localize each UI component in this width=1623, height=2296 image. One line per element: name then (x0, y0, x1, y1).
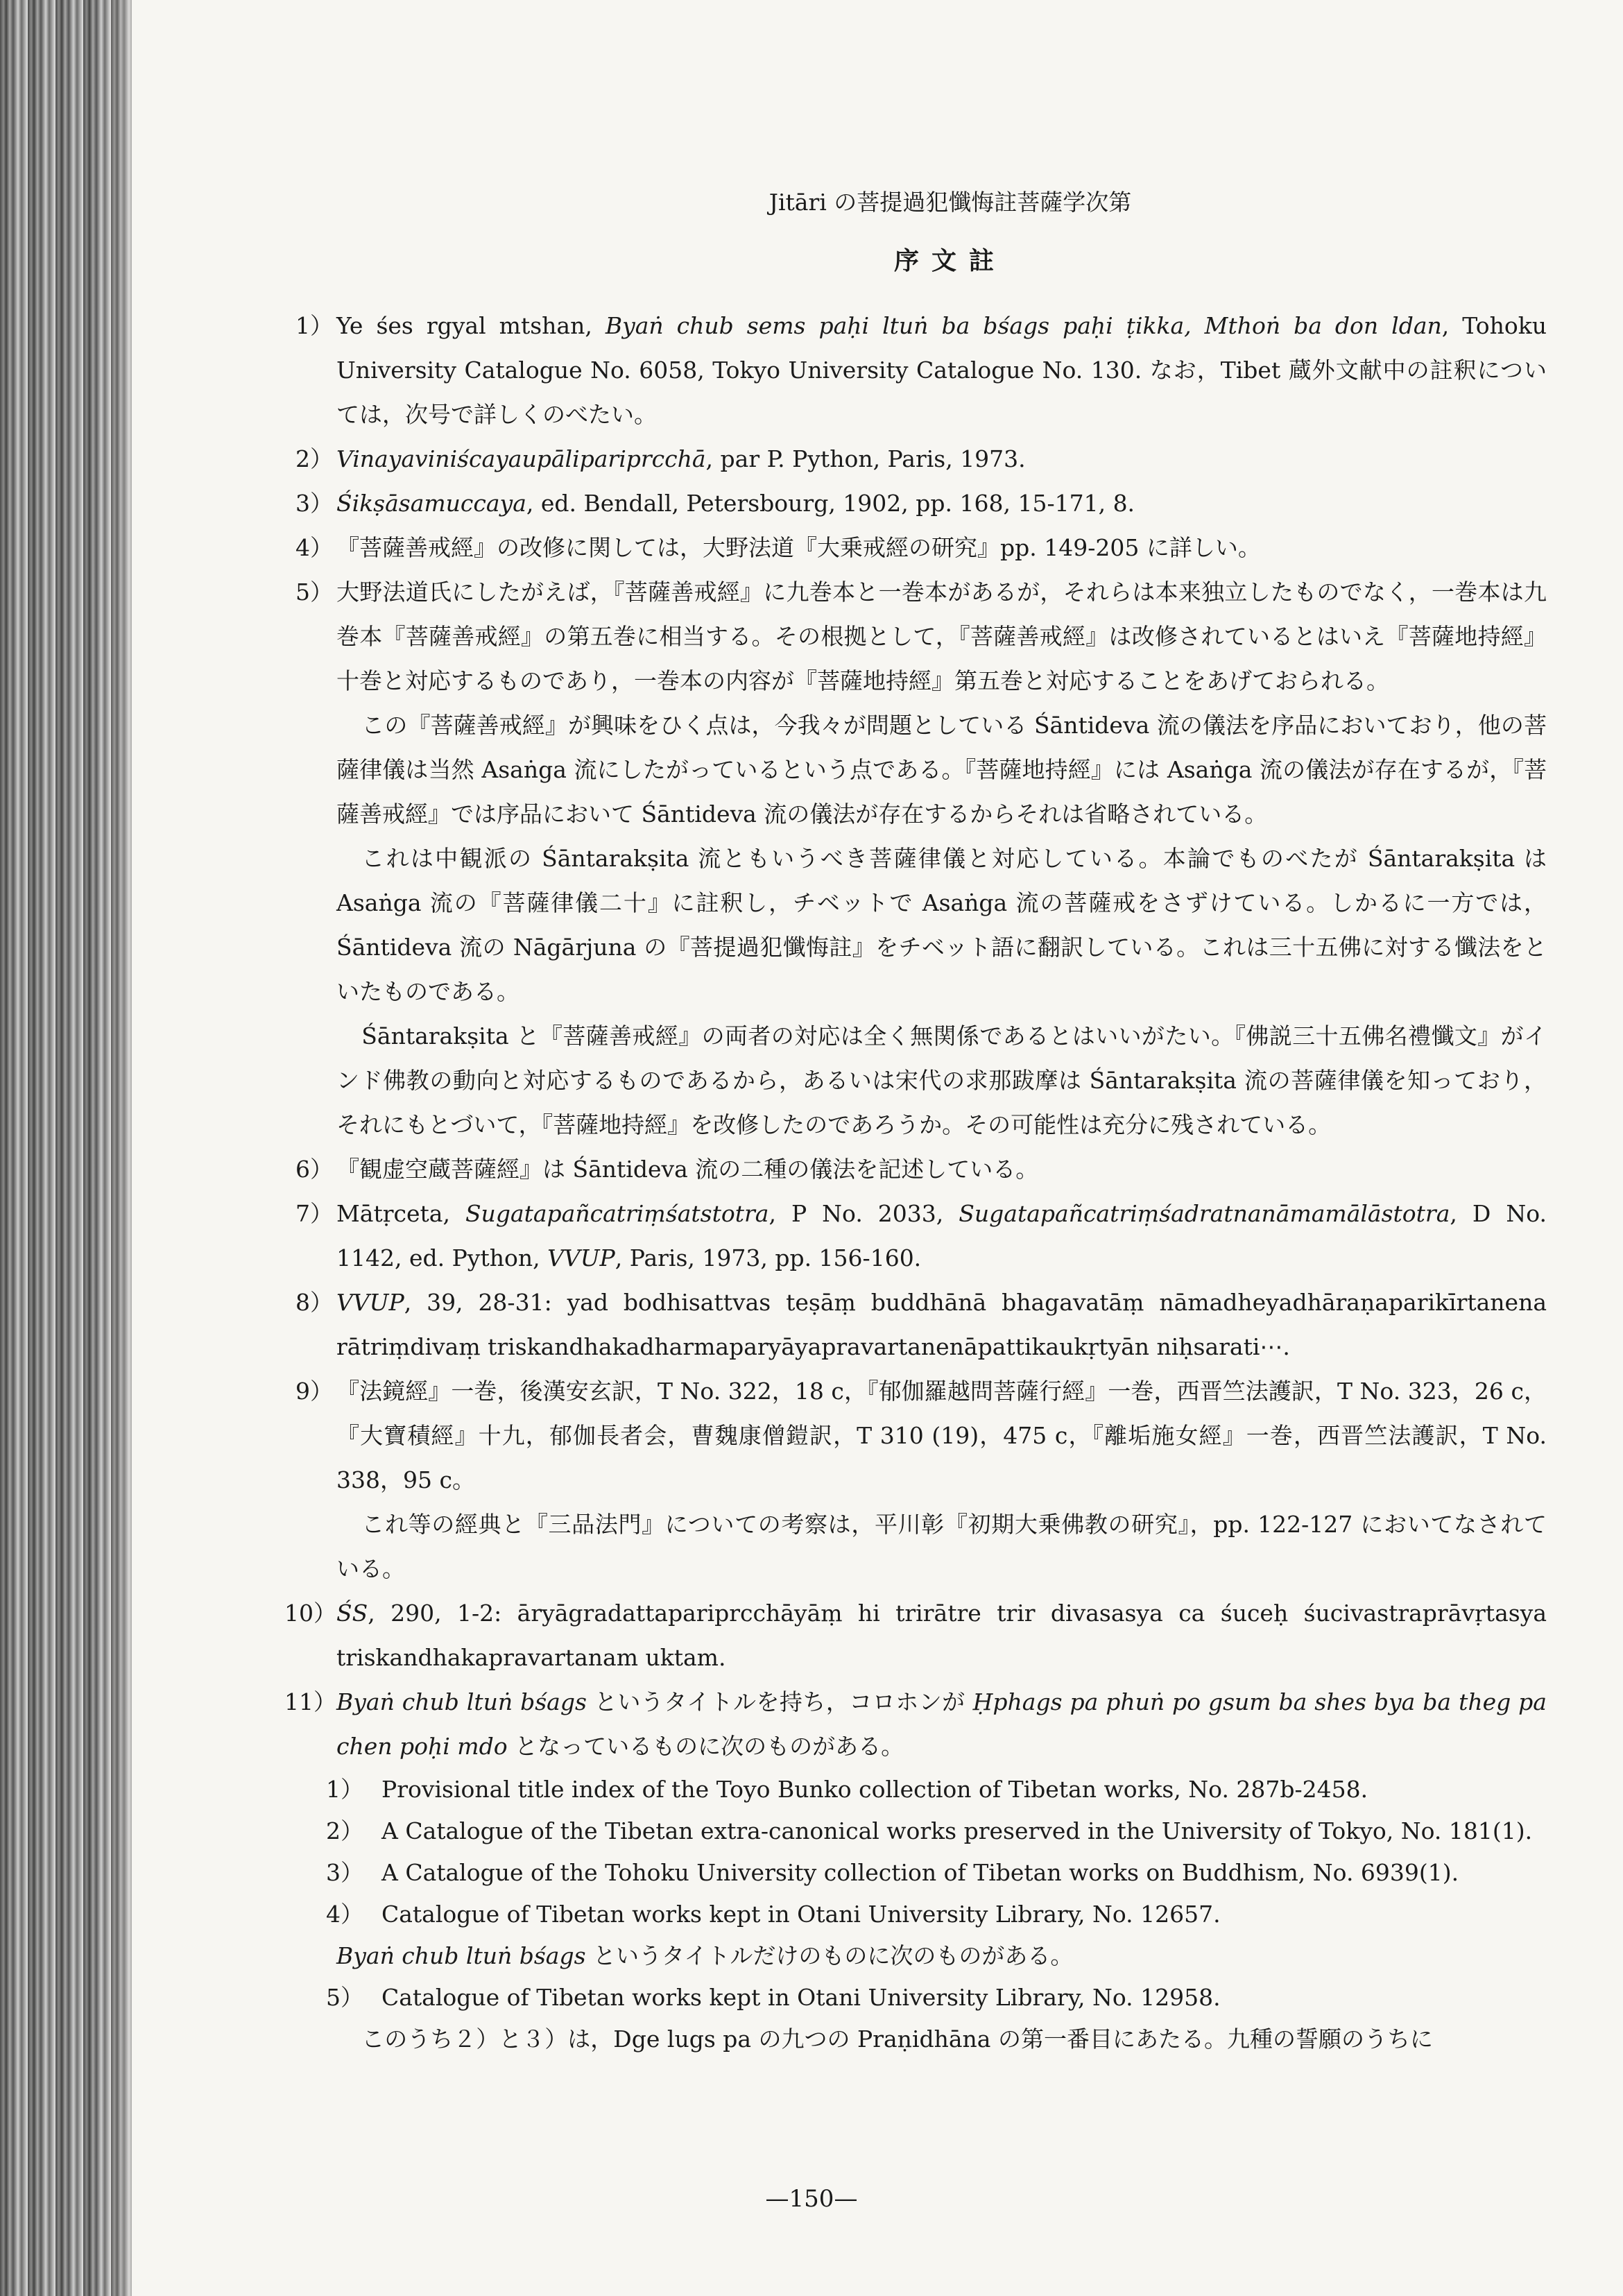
catalogue-item (284, 1852, 1547, 1894)
item-number: 1） (326, 1776, 363, 1803)
item-number: 3） (326, 1859, 363, 1886)
note-paragraph: この『菩薩善戒經』が興味をひく点は，今我々が問題としている Śāntideva 流の儀法を序品においており，他の菩薩律儀は当然 Asaṅga 流にしたがっているという点である。『菩薩地持經』には Asaṅga 流の儀法が存在するが，『菩薩善戒經』では序品において Śāntideva 流の儀法が存在するからそれは省略されている。 (336, 712, 1547, 828)
note-title-italic: Byaṅ chub sems paḥi ltuṅ ba bśags paḥi ṭikka, Mthoṅ ba don ldan (605, 312, 1442, 339)
note-11-continuation (284, 2019, 1547, 2060)
note-title-italic: Sugatapañcatriṃśatstotra (465, 1200, 769, 1227)
note-paragraph: このうち２）と３）は，Dge lugs pa の九つの Praṇidhāna の第一番目にあたる。九種の誓願のうちに (361, 2025, 1433, 2053)
note-number: 5） (295, 579, 333, 606)
section-title: 序文註 (893, 246, 1006, 275)
note-number: 6） (295, 1156, 333, 1183)
note-1 (284, 304, 1547, 437)
note-text: , D No. 1142, ed. Python, (336, 1200, 1547, 1271)
note-abbrev-italic: VVUP (547, 1244, 615, 1271)
note-5 (284, 570, 1547, 1147)
item-text: Catalogue of Tibetan works kept in Otani University Library, No. 12958. (381, 1984, 1221, 2011)
note-abbrev-italic: VVUP (336, 1289, 404, 1316)
page-number: —150— (765, 2185, 858, 2213)
note-8 (284, 1280, 1547, 1369)
item-text: A Catalogue of the Tibetan extra-canonical works preserved in the University of Tokyo, No. 181(1). (381, 1817, 1533, 1844)
note-text: , 290, 1-2: āryāgradattapariprcchāyāṃ hi trirātre trir divasasya ca śuceḥ śucivastraprāvṛtasya triskandhakapravartanam uktam. (336, 1600, 1547, 1671)
note-title-italic: Byaṅ chub ltuṅ bśags (336, 1942, 586, 1969)
note-9 (284, 1369, 1547, 1591)
note-paragraph: これは中観派の Śāntarakṣita 流ともいうべき菩薩律儀と対応している。本論でものべたが Śāntarakṣita は Asaṅga 流の『菩薩律儀二十』に註釈し，チベットで Asaṅga 流の菩薩戒をさずけている。しかるに一方では，Śāntideva 流の Nāgārjuna の『菩提過犯懺悔註』をチベット語に翻訳している。これは三十五佛に対する懺法をといたものである。 (336, 845, 1547, 1005)
note-11-continuation (284, 1935, 1547, 1977)
catalogue-item (284, 1810, 1547, 1852)
note-text: , Tohoku University Catalogue No. 6058, Tokyo University Catalogue No. 130. なお，Tibet 蔵外文献中の註釈については，次号で詳しくのべたい。 (336, 312, 1547, 428)
note-title-italic: Byaṅ chub ltuṅ bśags (336, 1688, 587, 1715)
binding-shadow (104, 0, 180, 2296)
note-number: 8） (295, 1289, 333, 1316)
note-paragraph: 大野法道氏にしたがえば，『菩薩善戒經』に九巻本と一巻本があるが，それらは本来独立したものでなく，一巻本は九巻本『菩薩善戒經』の第五巻に相当する。その根拠として，『菩薩善戒經』は改修されているとはいえ『菩薩地持經』十巻と対応するものであり，一巻本の内容が『菩薩地持經』第五巻と対応することをあげておられる。 (336, 579, 1547, 694)
note-number: 10） (284, 1600, 336, 1627)
note-11 (284, 1680, 1547, 1769)
note-number: 1） (295, 312, 333, 339)
note-number: 7） (295, 1200, 333, 1227)
note-text: となっているものに次のものがある。 (507, 1733, 904, 1760)
note-text: というタイトルだけのものに次のものがある。 (585, 1942, 1074, 1969)
catalogue-item (284, 1894, 1547, 1935)
note-6 (284, 1147, 1547, 1192)
note-text: , par P. Python, Paris, 1973. (705, 445, 1026, 472)
note-4 (284, 526, 1547, 570)
note-text: Ye śes rgyal mtshan, (336, 312, 606, 339)
note-text: , Paris, 1973, pp. 156-160. (615, 1244, 922, 1271)
running-head: Jitāri の菩提過犯懺悔註菩薩学次第 (768, 189, 1132, 216)
note-paragraph: Śāntarakṣita と『菩薩善戒經』の両者の対応は全く無関係であるとはいいがたい。『佛説三十五佛名禮懺文』がインド佛教の動向と対応するものであるから，あるいは宋代の求那跋摩は Śāntarakṣita 流の菩薩律儀を知っており，それにもとづいて，『菩薩地持經』を改修したのであろうか。その可能性は充分に残されている。 (336, 1022, 1547, 1138)
note-text: というタイトルを持ち，コロホンが (586, 1688, 973, 1715)
note-title-italic: Sugatapañcatriṃśadratnanāmamālāstotra (959, 1200, 1450, 1227)
note-title-italic: Śikṣāsamuccaya (336, 490, 526, 517)
note-abbrev-italic: ŚS (336, 1600, 368, 1627)
note-number: 11） (284, 1688, 336, 1715)
note-text: Mātṛceta, (336, 1200, 465, 1227)
item-text: Provisional title index of the Toyo Bunko collection of Tibetan works, No. 287b-2458. (381, 1776, 1368, 1803)
note-2 (284, 437, 1547, 481)
note-text: , 39, 28-31: yad bodhisattvas teṣāṃ buddhānā bhagavatāṃ nāmadheyadhāraṇaparikīrtanena rātriṃdivaṃ triskandhakadharmaparyāyapravartanenāpattikaukṛtyān niḥsarati⋯. (336, 1289, 1547, 1360)
catalogue-item (284, 1977, 1547, 2019)
note-number: 2） (295, 445, 333, 472)
item-text: Catalogue of Tibetan works kept in Otani University Library, No. 12657. (381, 1901, 1221, 1928)
note-text: 『観虚空蔵菩薩經』は Śāntideva 流の二種の儀法を記述している。 (336, 1156, 1039, 1183)
item-text: A Catalogue of the Tohoku University collection of Tibetan works on Buddhism, No. 6939(1). (381, 1859, 1459, 1886)
note-number: 3） (295, 490, 333, 517)
note-paragraph: 『法鏡經』一巻，後漢安玄訳，T No. 322，18 c，『郁伽羅越問菩薩行經』一巻，西晋竺法護訳，T No. 323，26 c，『大寶積經』十九，郁伽長者会，曹魏康僧鎧訳，T 310 (19)，475 c，『離垢施女經』一巻，西晋竺法護訳，T No. 338，95 c。 (336, 1378, 1547, 1493)
note-number: 9） (295, 1378, 333, 1405)
note-text: , P No. 2033, (768, 1200, 959, 1227)
note-title-italic: Ḥphags pa phuṅ po gsum ba shes bya ba theg pa chen poḥi mdo (336, 1688, 1547, 1760)
page-body (284, 180, 1547, 2060)
catalogue-item (284, 1769, 1547, 1810)
note-3 (284, 481, 1547, 526)
note-text: , ed. Bendall, Petersbourg, 1902, pp. 168, 15-171, 8. (526, 490, 1135, 517)
note-text: 『菩薩善戒經』の改修に関しては，大野法道『大乗戒經の研究』pp. 149-205 に詳しい。 (336, 534, 1261, 561)
note-title-italic: Vinayaviniścayaupālipariprcchā (336, 445, 706, 472)
item-number: 2） (326, 1817, 363, 1844)
note-10 (284, 1591, 1547, 1680)
item-number: 5） (326, 1984, 363, 2011)
note-paragraph: これ等の經典と『三品法門』についての考察は，平川彰『初期大乗佛教の研究』，pp. 122-127 においてなされている。 (336, 1511, 1547, 1582)
item-number: 4） (326, 1901, 363, 1928)
note-7 (284, 1192, 1547, 1280)
note-number: 4） (295, 534, 333, 561)
